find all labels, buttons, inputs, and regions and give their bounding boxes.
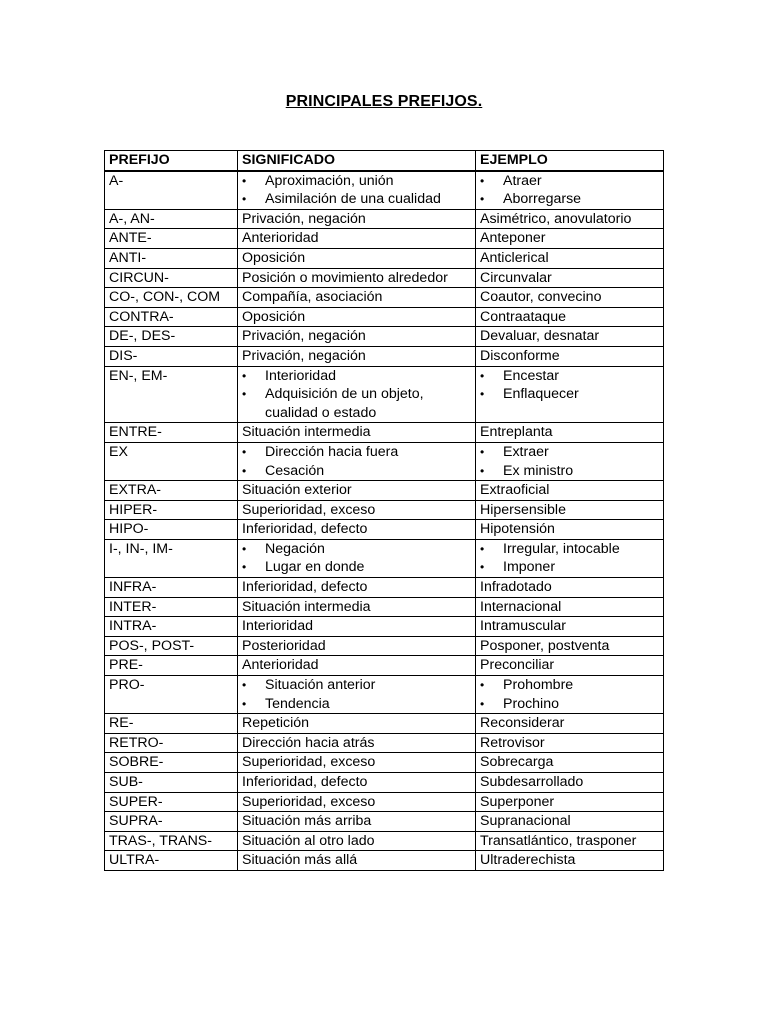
table-row	[105, 851, 664, 871]
significado-cell	[238, 442, 476, 480]
table-header-row	[105, 151, 664, 171]
table-row	[105, 617, 664, 637]
prefijo-cell: EXTRA-	[105, 481, 238, 501]
list-item: • Irregular, intocable	[480, 540, 663, 559]
prefijo-cell: DE-, DES-	[105, 327, 238, 347]
table-row	[105, 307, 664, 327]
table-row	[105, 812, 664, 832]
prefijo-cell: PRO-	[105, 676, 238, 714]
significado-cell: Privación, negación	[238, 209, 476, 229]
list-item: • Lugar en donde	[242, 558, 475, 577]
ejemplo-cell	[476, 676, 664, 714]
prefijo-cell: CIRCUN-	[105, 268, 238, 288]
table-row	[105, 366, 664, 423]
table-row	[105, 539, 664, 577]
ejemplo-list	[480, 676, 663, 713]
table-row	[105, 597, 664, 617]
ejemplo-cell: Anteponer	[476, 229, 664, 249]
table-row	[105, 423, 664, 443]
significado-cell: Superioridad, exceso	[238, 500, 476, 520]
list-item: • Interioridad	[242, 367, 475, 386]
significado-cell	[238, 539, 476, 577]
table-row	[105, 346, 664, 366]
table-row	[105, 209, 664, 229]
significado-cell: Interioridad	[238, 617, 476, 637]
list-item: • Tendencia	[242, 695, 475, 714]
table-row	[105, 520, 664, 540]
prefijo-cell: INTER-	[105, 597, 238, 617]
ejemplo-cell: Contraataque	[476, 307, 664, 327]
list-item: • Cesación	[242, 462, 475, 481]
list-item: • Dirección hacia fuera	[242, 443, 475, 462]
significado-list	[242, 443, 475, 480]
prefijo-cell: TRAS-, TRANS-	[105, 831, 238, 851]
significado-cell: Anterioridad	[238, 656, 476, 676]
significado-cell: Inferioridad, defecto	[238, 578, 476, 598]
ejemplo-cell: Asimétrico, anovulatorio	[476, 209, 664, 229]
header-ejemplo: EJEMPLO	[476, 151, 664, 171]
list-item: • Aborregarse	[480, 190, 663, 209]
table-row	[105, 500, 664, 520]
prefijo-cell: SUB-	[105, 773, 238, 793]
significado-cell: Repetición	[238, 714, 476, 734]
prefijo-cell: ULTRA-	[105, 851, 238, 871]
prefijo-cell: DIS-	[105, 346, 238, 366]
prefijo-cell: A-, AN-	[105, 209, 238, 229]
ejemplo-list	[480, 540, 663, 577]
ejemplo-list	[480, 172, 663, 209]
prefijo-cell: CO-, CON-, COM	[105, 288, 238, 308]
list-item: • Encestar	[480, 367, 663, 386]
ejemplo-cell: Disconforme	[476, 346, 664, 366]
prefijo-cell: A-	[105, 171, 238, 210]
list-item: • Situación anterior	[242, 676, 475, 695]
list-item: • Prochino	[480, 695, 663, 714]
ejemplo-cell	[476, 442, 664, 480]
header-prefijo: PREFIJO	[105, 151, 238, 171]
prefijo-cell: ENTRE-	[105, 423, 238, 443]
significado-cell: Posterioridad	[238, 636, 476, 656]
significado-cell	[238, 366, 476, 423]
significado-cell: Anterioridad	[238, 229, 476, 249]
table-row	[105, 656, 664, 676]
ejemplo-list	[480, 443, 663, 480]
ejemplo-cell: Superponer	[476, 792, 664, 812]
significado-cell: Situación intermedia	[238, 423, 476, 443]
table-row	[105, 229, 664, 249]
table-row	[105, 773, 664, 793]
ejemplo-cell: Infradotado	[476, 578, 664, 598]
significado-cell: Superioridad, exceso	[238, 753, 476, 773]
prefijo-cell: ANTI-	[105, 248, 238, 268]
table-row	[105, 792, 664, 812]
table-row	[105, 268, 664, 288]
prefijo-cell: SUPER-	[105, 792, 238, 812]
table-row	[105, 733, 664, 753]
table-row	[105, 676, 664, 714]
significado-cell: Oposición	[238, 307, 476, 327]
table-row	[105, 578, 664, 598]
table-row	[105, 171, 664, 210]
significado-cell: Situación más arriba	[238, 812, 476, 832]
significado-cell: Situación exterior	[238, 481, 476, 501]
prefijo-cell: EN-, EM-	[105, 366, 238, 423]
list-item: • Enflaquecer	[480, 385, 663, 404]
ejemplo-cell: Preconciliar	[476, 656, 664, 676]
significado-cell: Superioridad, exceso	[238, 792, 476, 812]
significado-list	[242, 172, 475, 209]
list-item: • Atraer	[480, 172, 663, 191]
prefijo-cell: EX	[105, 442, 238, 480]
prefijo-cell: POS-, POST-	[105, 636, 238, 656]
list-item: • Prohombre	[480, 676, 663, 695]
ejemplo-cell: Retrovisor	[476, 733, 664, 753]
ejemplo-cell: Sobrecarga	[476, 753, 664, 773]
table-row	[105, 442, 664, 480]
ejemplo-list	[480, 367, 663, 404]
prefijo-cell: RETRO-	[105, 733, 238, 753]
significado-list	[242, 540, 475, 577]
ejemplo-cell: Hipotensión	[476, 520, 664, 540]
significado-cell: Situación más allá	[238, 851, 476, 871]
significado-list	[242, 676, 475, 713]
prefijo-cell: CONTRA-	[105, 307, 238, 327]
list-item: • Negación	[242, 540, 475, 559]
table-row	[105, 714, 664, 734]
prefijo-cell: SOBRE-	[105, 753, 238, 773]
table-row	[105, 288, 664, 308]
significado-cell: Dirección hacia atrás	[238, 733, 476, 753]
ejemplo-cell: Circunvalar	[476, 268, 664, 288]
table-row	[105, 753, 664, 773]
ejemplo-cell: Anticlerical	[476, 248, 664, 268]
ejemplo-cell	[476, 539, 664, 577]
significado-cell	[238, 676, 476, 714]
list-item: • Extraer	[480, 443, 663, 462]
ejemplo-cell	[476, 171, 664, 210]
ejemplo-cell: Reconsiderar	[476, 714, 664, 734]
prefix-table	[104, 150, 664, 871]
prefijo-cell: RE-	[105, 714, 238, 734]
significado-list	[242, 367, 475, 423]
table-row	[105, 248, 664, 268]
significado-cell: Compañía, asociación	[238, 288, 476, 308]
table-row	[105, 636, 664, 656]
significado-cell: Privación, negación	[238, 327, 476, 347]
list-item: • Ex ministro	[480, 462, 663, 481]
ejemplo-cell: Supranacional	[476, 812, 664, 832]
ejemplo-cell: Coautor, convecino	[476, 288, 664, 308]
ejemplo-cell: Devaluar, desnatar	[476, 327, 664, 347]
list-item: • Imponer	[480, 558, 663, 577]
significado-cell: Inferioridad, defecto	[238, 520, 476, 540]
list-item: • Aproximación, unión	[242, 172, 475, 191]
table-row	[105, 327, 664, 347]
ejemplo-cell: Ultraderechista	[476, 851, 664, 871]
page-title: PRINCIPALES PREFIJOS.	[285, 93, 483, 110]
table-body	[105, 171, 664, 871]
ejemplo-cell: Extraoficial	[476, 481, 664, 501]
significado-cell: Inferioridad, defecto	[238, 773, 476, 793]
prefijo-cell: SUPRA-	[105, 812, 238, 832]
significado-cell	[238, 171, 476, 210]
prefijo-cell: INFRA-	[105, 578, 238, 598]
header-significado: SIGNIFICADO	[238, 151, 476, 171]
prefijo-cell: HIPER-	[105, 500, 238, 520]
ejemplo-cell: Subdesarrollado	[476, 773, 664, 793]
list-item: • Adquisición de un objeto, cualidad o estado	[242, 385, 475, 422]
significado-cell: Privación, negación	[238, 346, 476, 366]
ejemplo-cell: Intramuscular	[476, 617, 664, 637]
significado-cell: Oposición	[238, 248, 476, 268]
ejemplo-cell: Transatlántico, trasponer	[476, 831, 664, 851]
ejemplo-cell	[476, 366, 664, 423]
ejemplo-cell: Internacional	[476, 597, 664, 617]
prefijo-cell: INTRA-	[105, 617, 238, 637]
significado-cell: Situación al otro lado	[238, 831, 476, 851]
significado-cell: Situación intermedia	[238, 597, 476, 617]
prefijo-cell: ANTE-	[105, 229, 238, 249]
prefijo-cell: I-, IN-, IM-	[105, 539, 238, 577]
table-row	[105, 481, 664, 501]
significado-cell: Posición o movimiento alrededor	[238, 268, 476, 288]
ejemplo-cell: Posponer, postventa	[476, 636, 664, 656]
ejemplo-cell: Hipersensible	[476, 500, 664, 520]
ejemplo-cell: Entreplanta	[476, 423, 664, 443]
prefijo-cell: HIPO-	[105, 520, 238, 540]
table-row	[105, 831, 664, 851]
prefijo-cell: PRE-	[105, 656, 238, 676]
list-item: • Asimilación de una cualidad	[242, 190, 475, 209]
